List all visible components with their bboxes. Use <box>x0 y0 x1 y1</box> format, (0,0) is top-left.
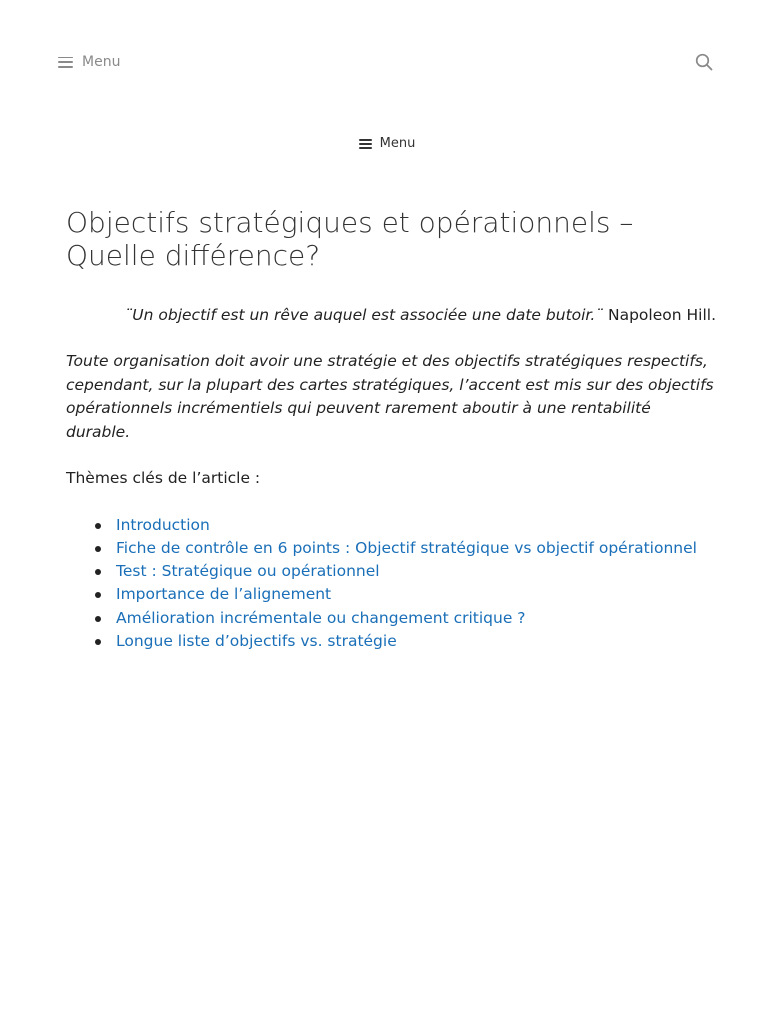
toc-item <box>116 607 716 630</box>
hamburger-icon <box>58 57 73 68</box>
article-intro: Toute organisation doit avoir une stratégie et des objectifs stratégiques respectifs, cependant, sur la plupart des cartes stratégiques, l’accent est mis sur des objectifs opérationnels incrémentiels qui peuvent rarement aboutir à une rentabilité durable. <box>66 352 714 441</box>
toc-link-test[interactable]: Test : Stratégique ou opérationnel <box>116 562 380 581</box>
toc-item <box>116 537 716 560</box>
site-header <box>0 0 768 124</box>
toc-item <box>116 560 716 583</box>
article-content <box>66 206 716 653</box>
quote-text: ¨Un objectif est un rêve auquel est associée une date butoir.¨ <box>124 306 604 324</box>
article-title: Objectifs stratégiques et opérationnels – Quelle différence? <box>66 206 634 272</box>
toc-link-alignment[interactable]: Importance de l’alignement <box>116 585 332 604</box>
hamburger-icon <box>359 139 372 149</box>
primary-navigation <box>0 134 768 154</box>
toc-link-checklist[interactable]: Fiche de contrôle en 6 points : Objectif stratégique vs objectif opérationnel <box>116 538 697 557</box>
header-menu-label: Menu <box>82 54 121 70</box>
epigraph-quote <box>66 303 716 327</box>
nav-menu-toggle[interactable] <box>359 134 416 154</box>
search-button[interactable] <box>694 52 714 72</box>
quote-author: Napoleon Hill. <box>608 306 716 324</box>
header-menu-toggle[interactable] <box>58 52 120 72</box>
themes-heading: Thèmes clés de l’article : <box>66 469 261 487</box>
toc-item <box>116 514 716 537</box>
toc-item <box>116 583 716 606</box>
toc-item <box>116 630 716 653</box>
toc-link-introduction[interactable]: Introduction <box>116 515 210 534</box>
search-icon <box>694 52 714 72</box>
toc-link-objectives-list[interactable]: Longue liste d’objectifs vs. stratégie <box>116 631 397 650</box>
table-of-contents <box>66 514 716 654</box>
toc-link-improvement[interactable]: Amélioration incrémentale ou changement critique ? <box>116 608 526 627</box>
nav-menu-label: Menu <box>379 136 416 151</box>
